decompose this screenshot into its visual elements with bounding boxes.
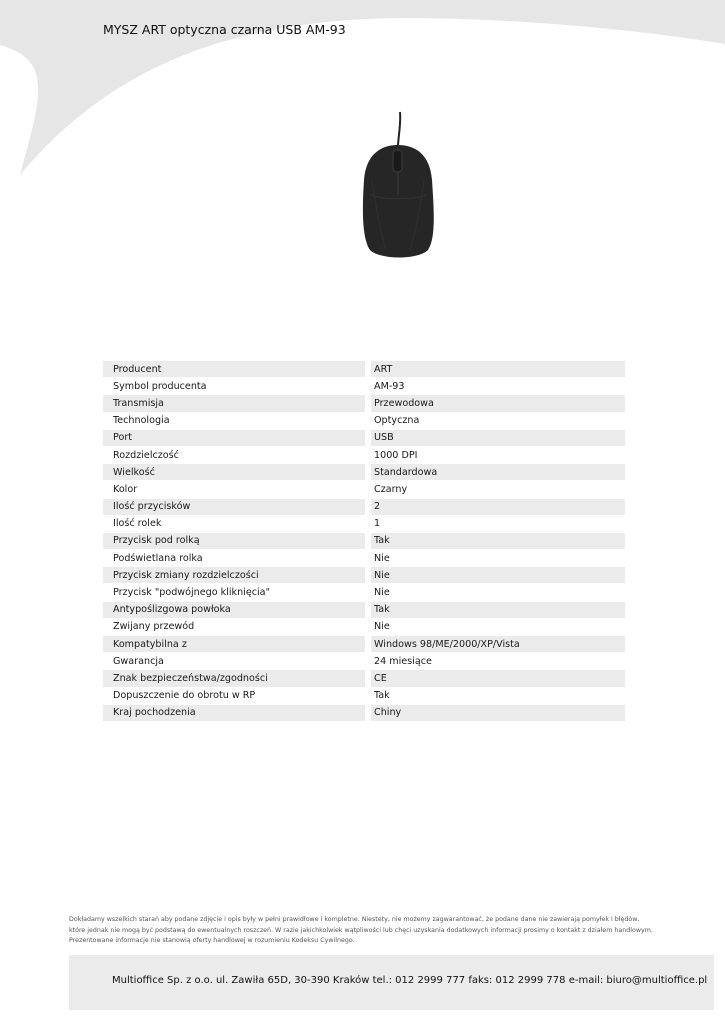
spec-value: 1000 DPI [371,446,625,463]
spec-row [103,446,625,463]
spec-row [103,532,625,549]
spec-row [103,498,625,515]
spec-row [103,653,625,670]
disclaimer-line: Prezentowane informacje nie stanowią oferty handlowej w rozumieniu Kodeksu Cywilnego. [69,937,355,944]
spec-label: Antypoślizgowa powłoka [103,601,365,618]
spec-value: USB [371,429,625,446]
specification-table [103,361,625,722]
spec-value: Standardowa [371,464,625,481]
disclaimer-line: Dokładamy wszelkich starań aby podane zdjęcie i opis były w pełni prawidłowe i kompletne. Niestety, nie możemy zagwarantować, że podane dane nie zawierają pomyłek i błędów, [69,916,640,923]
spec-value: 24 miesiące [371,653,625,670]
spec-row [103,704,625,721]
disclaimer-text [69,915,679,947]
disclaimer-line: które jednak nie mogą być podstawą do ewentualnych roszczeń. W razie jakichkolwiek wątpliwości lub chęci uzyskania dodatkowych informacji prosimy o kontakt z działem handlowym. [69,926,653,934]
spec-row [103,687,625,704]
spec-value: Optyczna [371,412,625,429]
spec-row [103,361,625,378]
spec-row [103,412,625,429]
spec-value: Nie [371,584,625,601]
spec-value: Przewodowa [371,395,625,412]
spec-label: Symbol producenta [103,378,365,395]
spec-row [103,429,625,446]
spec-value: Tak [371,532,625,549]
spec-label: Transmisja [103,395,365,412]
spec-label: Wielkość [103,464,365,481]
spec-row [103,584,625,601]
spec-label: Ilość rolek [103,515,365,532]
spec-label: Znak bezpieczeństwa/zgodności [103,670,365,687]
spec-label: Ilość przycisków [103,498,365,515]
spec-row [103,378,625,395]
spec-label: Technologia [103,412,365,429]
footer-contact-info: Multioffice Sp. z o.o. ul. Zawiła 65D, 30-390 Kraków tel.: 012 2999 777 faks: 012 2999 778 e-mail: biuro@multioffice.pl [112,975,708,986]
spec-value: AM-93 [371,378,625,395]
page-title: MYSZ ART optyczna czarna USB AM-93 [103,22,346,37]
spec-row [103,601,625,618]
spec-label: Rozdzielczość [103,446,365,463]
spec-label: Przycisk "podwójnego kliknięcia" [103,584,365,601]
spec-row [103,395,625,412]
spec-label: Gwarancja [103,653,365,670]
spec-label: Podświetlana rolka [103,550,365,567]
spec-row [103,670,625,687]
spec-row [103,464,625,481]
spec-label: Kraj pochodzenia [103,704,365,721]
spec-value: ART [371,361,625,378]
spec-value: Tak [371,601,625,618]
spec-value: Nie [371,567,625,584]
spec-row [103,618,625,635]
spec-row [103,636,625,653]
spec-value: Windows 98/ME/2000/XP/Vista [371,636,625,653]
spec-label: Przycisk zmiany rozdzielczości [103,567,365,584]
spec-row [103,550,625,567]
spec-label: Dopuszczenie do obrotu w RP [103,687,365,704]
spec-label: Kompatybilna z [103,636,365,653]
spec-value: Chiny [371,704,625,721]
spec-value: 1 [371,515,625,532]
spec-value: Tak [371,687,625,704]
spec-value: Nie [371,618,625,635]
spec-label: Port [103,429,365,446]
spec-row [103,567,625,584]
spec-row [103,481,625,498]
spec-label: Zwijany przewód [103,618,365,635]
spec-value: Czarny [371,481,625,498]
footer-bar [69,955,714,1010]
spec-row [103,515,625,532]
spec-label: Przycisk pod rolką [103,532,365,549]
spec-label: Producent [103,361,365,378]
spec-value: Nie [371,550,625,567]
spec-label: Kolor [103,481,365,498]
mouse-product-image [300,100,490,270]
spec-value: CE [371,670,625,687]
spec-value: 2 [371,498,625,515]
